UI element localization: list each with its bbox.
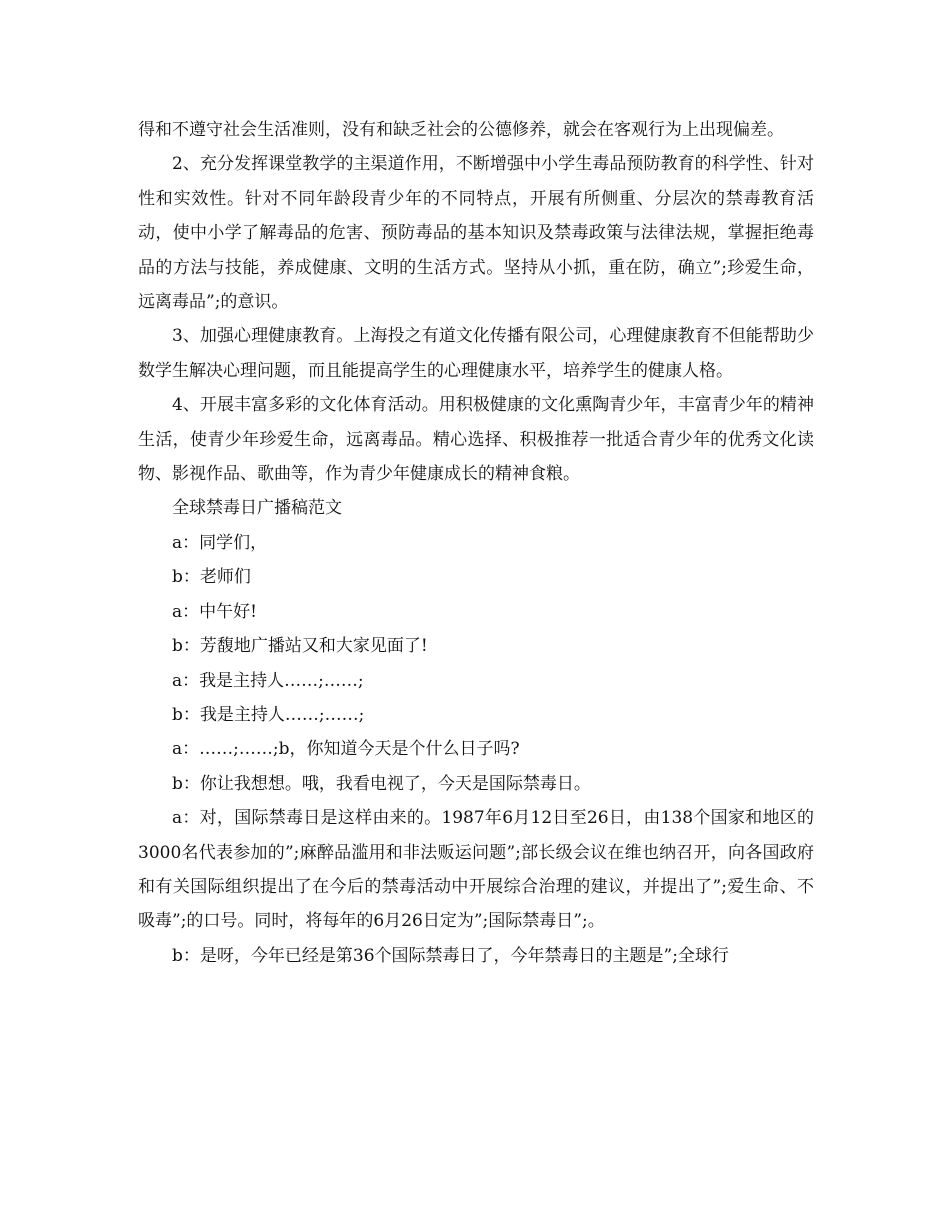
dialogue-line: b：我是主持人……;……; (172, 704, 365, 725)
paragraph-continuation: 得和不遵守社会生活准则，没有和缺乏社会的公德修养，就会在客观行为上出现偏差。 (138, 120, 784, 140)
dialogue-line: a：我是主持人……;……; (172, 670, 364, 691)
dialogue-paragraph: b：是呀，今年已经是第36个国际禁毒日了，今年禁毒日的主题是”;全球行 (172, 945, 729, 966)
paragraph-item-3: 3、加强心理健康教育。上海投之有道文化传播有限公司，心理健康教育不但能帮助少数学生解决心理问题，而且能提高学生的心理健康水平，培养学生的健康人格。 (138, 326, 814, 381)
dialogue-line: a：中午好! (172, 601, 257, 622)
section-heading: 全球禁毒日广播稿范文 (172, 498, 342, 519)
dialogue-line: b：你让我想想。哦，我看电视了，今天是国际禁毒日。 (172, 773, 591, 794)
dialogue-paragraph: a：对，国际禁毒日是这样由来的。1987年6月12日至26日，由138个国家和地区的3000名代表参加的”;麻醉品滥用和非法贩运问题”;部长级会议在维也纳召开，向各国政府和有关国际组织提出了在今后的禁毒活动中开展综合治理的建议，并提出了”;爱生命、不吸毒”;的口号。同时，将每年的6月26日定为”;国际禁毒日”;。 (138, 808, 814, 932)
dialogue-line: a：同学们， (172, 532, 268, 553)
dialogue-line: b：芳馥地广播站又和大家见面了! (172, 636, 428, 657)
document-body (138, 113, 814, 973)
paragraph-item-2: 2、充分发挥课堂教学的主渠道作用，不断增强中小学生毒品预防教育的科学性、针对性和实效性。针对不同年龄段青少年的不同特点，开展有所侧重、分层次的禁毒教育活动，使中小学了解毒品的危害、预防毒品的基本知识及禁毒政策与法律法规，掌握拒绝毒品的方法与技能，养成健康、文明的生活方式。坚持从小抓，重在防，确立”;珍爱生命，远离毒品”;的意识。 (138, 154, 814, 313)
dialogue-line: b：老师们 (172, 567, 251, 588)
dialogue-line: a：……;……;b，你知道今天是个什么日子吗? (172, 739, 520, 760)
paragraph-item-4: 4、开展丰富多彩的文化体育活动。用积极健康的文化熏陶青少年，丰富青少年的精神生活，使青少年珍爱生命，远离毒品。精心选择、积极推荐一批适合青少年的优秀文化读物、影视作品、歌曲等，作为青少年健康成长的精神食粮。 (138, 395, 814, 485)
